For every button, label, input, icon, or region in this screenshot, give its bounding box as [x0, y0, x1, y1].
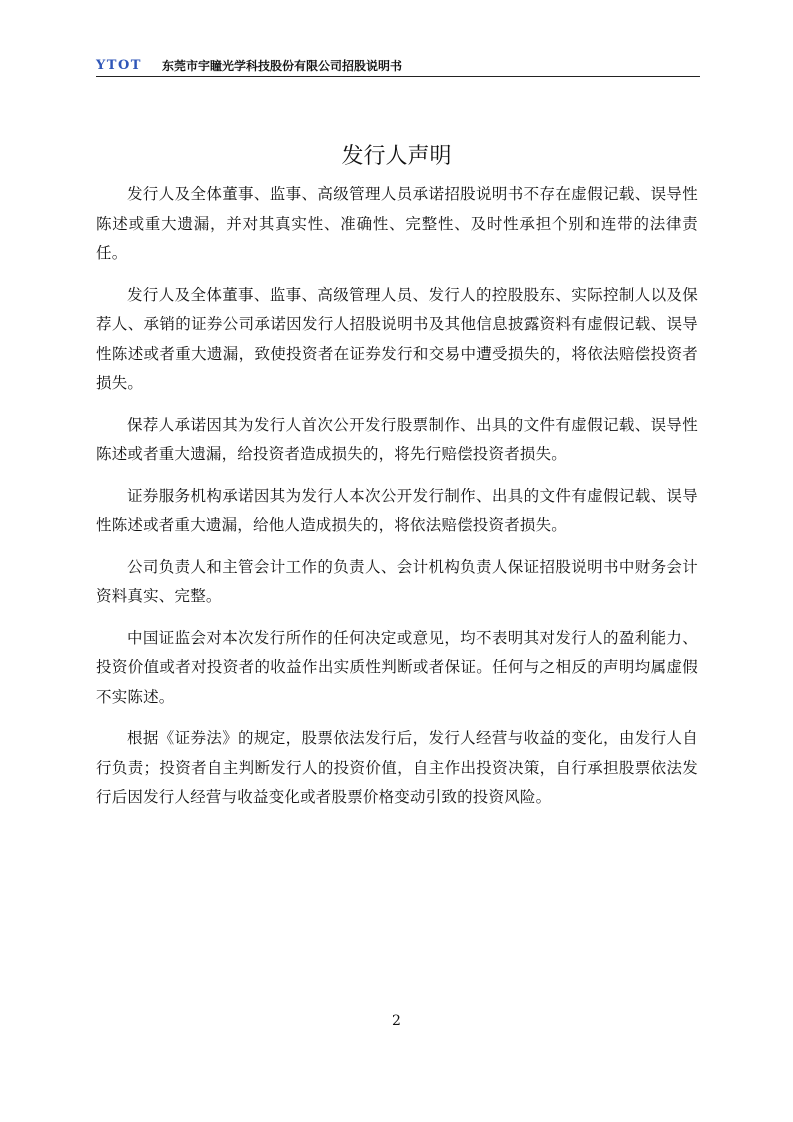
- page-title: 发行人声明: [341, 143, 452, 169]
- statement-body: [96, 180, 698, 825]
- paragraph: 发行人及全体董事、监事、高级管理人员、发行人的控股股东、实际控制人以及保荐人、承销的证券公司承诺因发行人招股说明书及其他信息披露资料有虚假记载、误导性陈述或者重大遗漏，致使投资者在证券发行和交易中遭受损失的，将依法赔偿投资者损失。: [96, 285, 698, 392]
- paragraph: 证券服务机构承诺因其为发行人本次公开发行制作、出具的文件有虚假记载、误导性陈述或者重大遗漏，给他人造成损失的，将依法赔偿投资者损失。: [96, 486, 698, 534]
- header-divider: [96, 76, 700, 77]
- page-header: [96, 56, 700, 78]
- paragraph: 中国证监会对本次发行所作的任何决定或意见，均不表明其对发行人的盈利能力、投资价值或者对投资者的收益作出实质性判断或者保证。任何与之相反的声明均属虚假不实陈述。: [96, 628, 698, 706]
- header-title: 东莞市宇瞳光学科技股份有限公司招股说明书: [162, 59, 403, 73]
- paragraph: 公司负责人和主管会计工作的负责人、会计机构负责人保证招股说明书中财务会计资料真实、完整。: [96, 557, 698, 605]
- paragraph: 根据《证券法》的规定，股票依法发行后，发行人经营与收益的变化，由发行人自行负责；投资者自主判断发行人的投资价值，自主作出投资决策，自行承担股票依法发行后因发行人经营与收益变化或者股票价格变动引致的投资风险。: [96, 729, 698, 806]
- paragraph: 发行人及全体董事、监事、高级管理人员承诺招股说明书不存在虚假记载、误导性陈述或重大遗漏，并对其真实性、准确性、完整性、及时性承担个别和连带的法律责任。: [96, 185, 698, 262]
- company-logo: YTOT: [96, 58, 142, 73]
- page-number: 2: [392, 1013, 401, 1029]
- paragraph: 保荐人承诺因其为发行人首次公开发行股票制作、出具的文件有虚假记载、误导性陈述或者重大遗漏，给投资者造成损失的，将先行赔偿投资者损失。: [96, 415, 698, 463]
